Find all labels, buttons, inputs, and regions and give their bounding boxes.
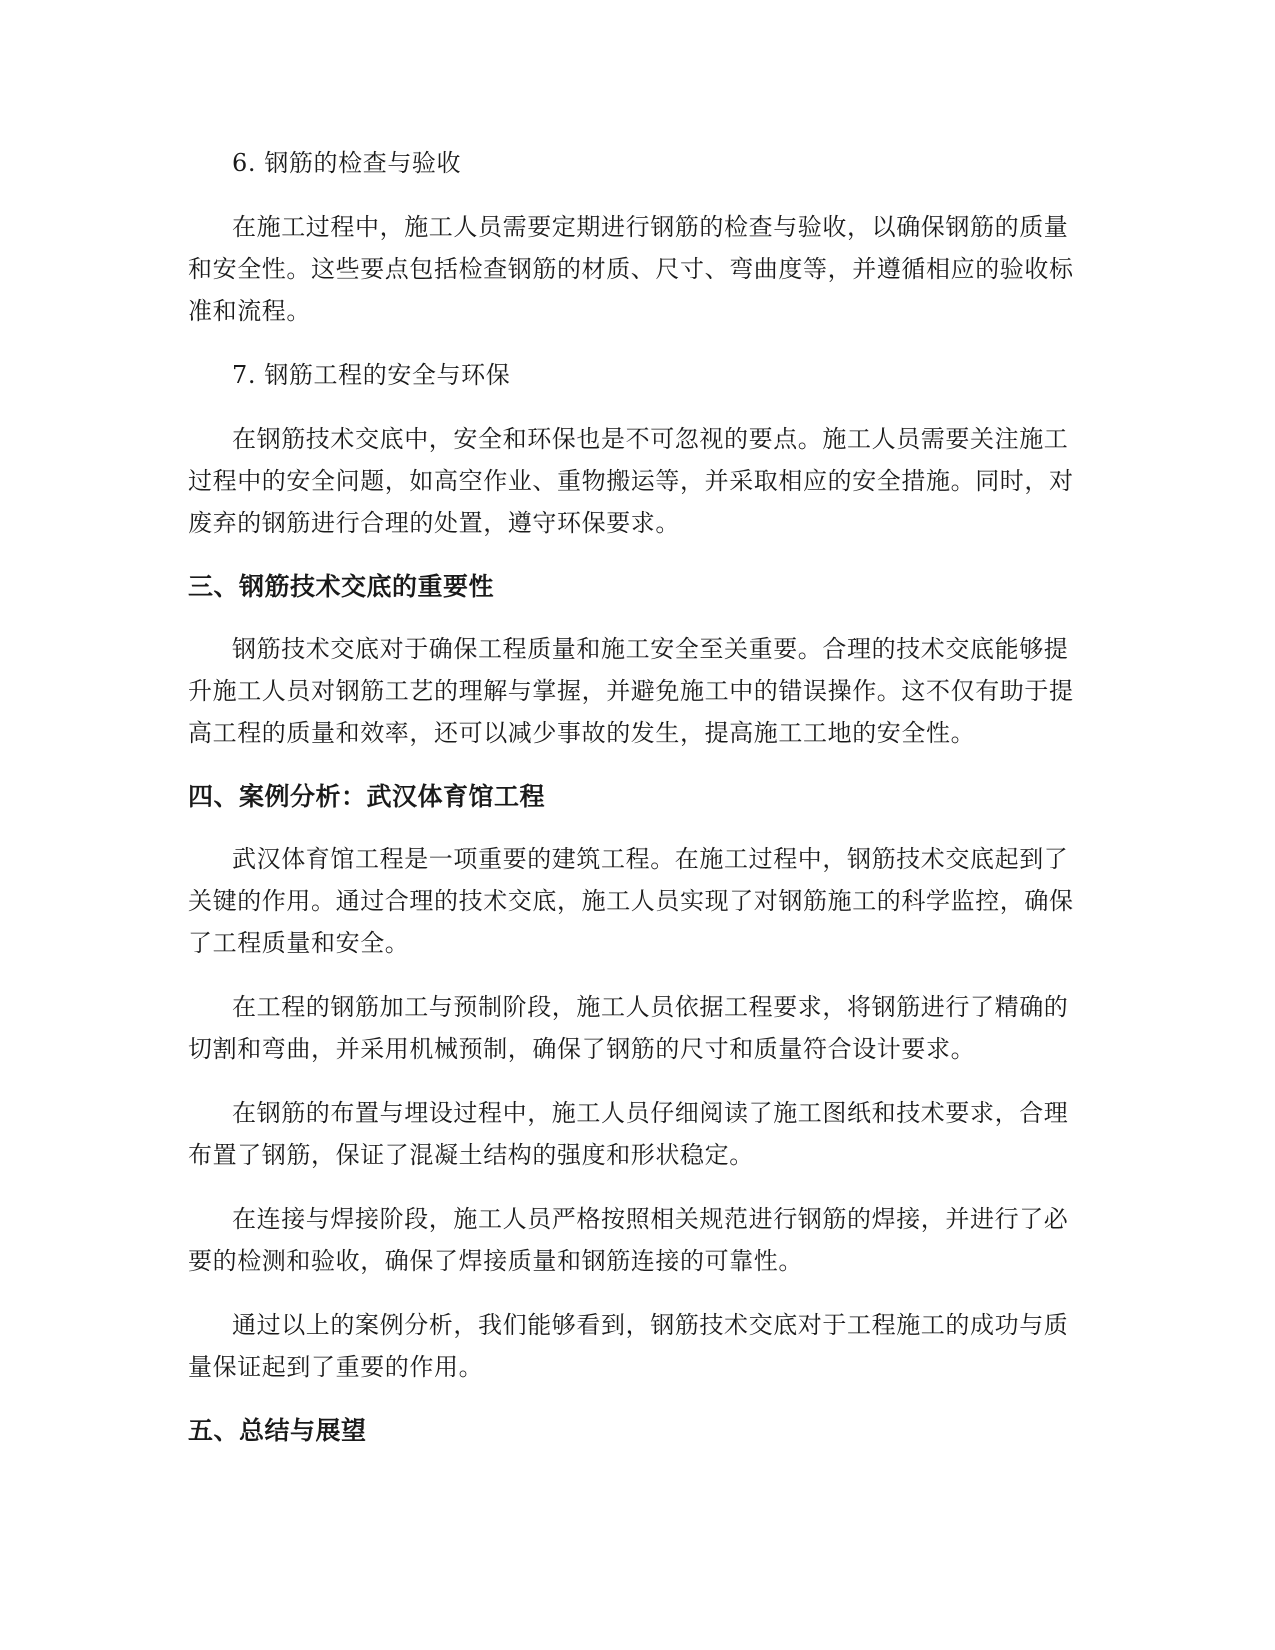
paragraph-line: 要的检测和验收，确保了焊接质量和钢筋连接的可靠性。	[188, 1247, 803, 1275]
paragraph-line: 布置了钢筋，保证了混凝土结构的强度和形状稳定。	[188, 1141, 754, 1169]
item-6-title: 6. 钢筋的检查与验收	[232, 149, 462, 177]
section-4-paragraph-5	[188, 1304, 1085, 1388]
paragraph-line: 在工程的钢筋加工与预制阶段，施工人员依据工程要求，将钢筋进行了精确的	[232, 993, 1069, 1021]
paragraph-line: 了工程质量和安全。	[188, 929, 410, 957]
paragraph-line: 在钢筋的布置与埋设过程中，施工人员仔细阅读了施工图纸和技术要求，合理	[232, 1099, 1069, 1127]
paragraph-line: 准和流程。	[188, 297, 311, 325]
section-5-heading: 五、总结与展望	[188, 1416, 367, 1445]
section-3-heading: 三、钢筋技术交底的重要性	[188, 572, 495, 601]
paragraph-line: 切割和弯曲，并采用机械预制，确保了钢筋的尺寸和质量符合设计要求。	[188, 1035, 976, 1063]
paragraph-line: 钢筋技术交底对于确保工程质量和施工安全至关重要。合理的技术交底能够提	[232, 635, 1069, 663]
paragraph-line: 量保证起到了重要的作用。	[188, 1353, 484, 1381]
item-7-title: 7. 钢筋工程的安全与环保	[232, 361, 511, 389]
paragraph-line: 在连接与焊接阶段，施工人员严格按照相关规范进行钢筋的焊接，并进行了必	[232, 1205, 1069, 1233]
section-4-paragraph-4	[188, 1198, 1085, 1282]
paragraph-line: 和安全性。这些要点包括检查钢筋的材质、尺寸、弯曲度等，并遵循相应的验收标	[188, 255, 1074, 283]
section-4-paragraph-1	[188, 838, 1085, 964]
item-7-paragraph	[188, 418, 1085, 544]
paragraph-line: 武汉体育馆工程是一项重要的建筑工程。在施工过程中，钢筋技术交底起到了	[232, 845, 1069, 873]
paragraph-line: 在钢筋技术交底中，安全和环保也是不可忽视的要点。施工人员需要关注施工	[232, 425, 1069, 453]
section-4-paragraph-2	[188, 986, 1085, 1070]
paragraph-line: 废弃的钢筋进行合理的处置，遵守环保要求。	[188, 509, 680, 537]
section-3-paragraph	[188, 628, 1085, 754]
paragraph-line: 关键的作用。通过合理的技术交底，施工人员实现了对钢筋施工的科学监控，确保	[188, 887, 1074, 915]
paragraph-line: 高工程的质量和效率，还可以减少事故的发生，提高施工工地的安全性。	[188, 719, 976, 747]
paragraph-line: 在施工过程中，施工人员需要定期进行钢筋的检查与验收，以确保钢筋的质量	[232, 213, 1069, 241]
paragraph-line: 升施工人员对钢筋工艺的理解与掌握，并避免施工中的错误操作。这不仅有助于提	[188, 677, 1074, 705]
paragraph-line: 通过以上的案例分析，我们能够看到，钢筋技术交底对于工程施工的成功与质	[232, 1311, 1069, 1339]
document-body	[188, 142, 1085, 1472]
section-4-paragraph-3	[188, 1092, 1085, 1176]
paragraph-line: 过程中的安全问题，如高空作业、重物搬运等，并采取相应的安全措施。同时，对	[188, 467, 1074, 495]
section-4-heading: 四、案例分析：武汉体育馆工程	[188, 782, 546, 811]
item-6-paragraph	[188, 206, 1085, 332]
